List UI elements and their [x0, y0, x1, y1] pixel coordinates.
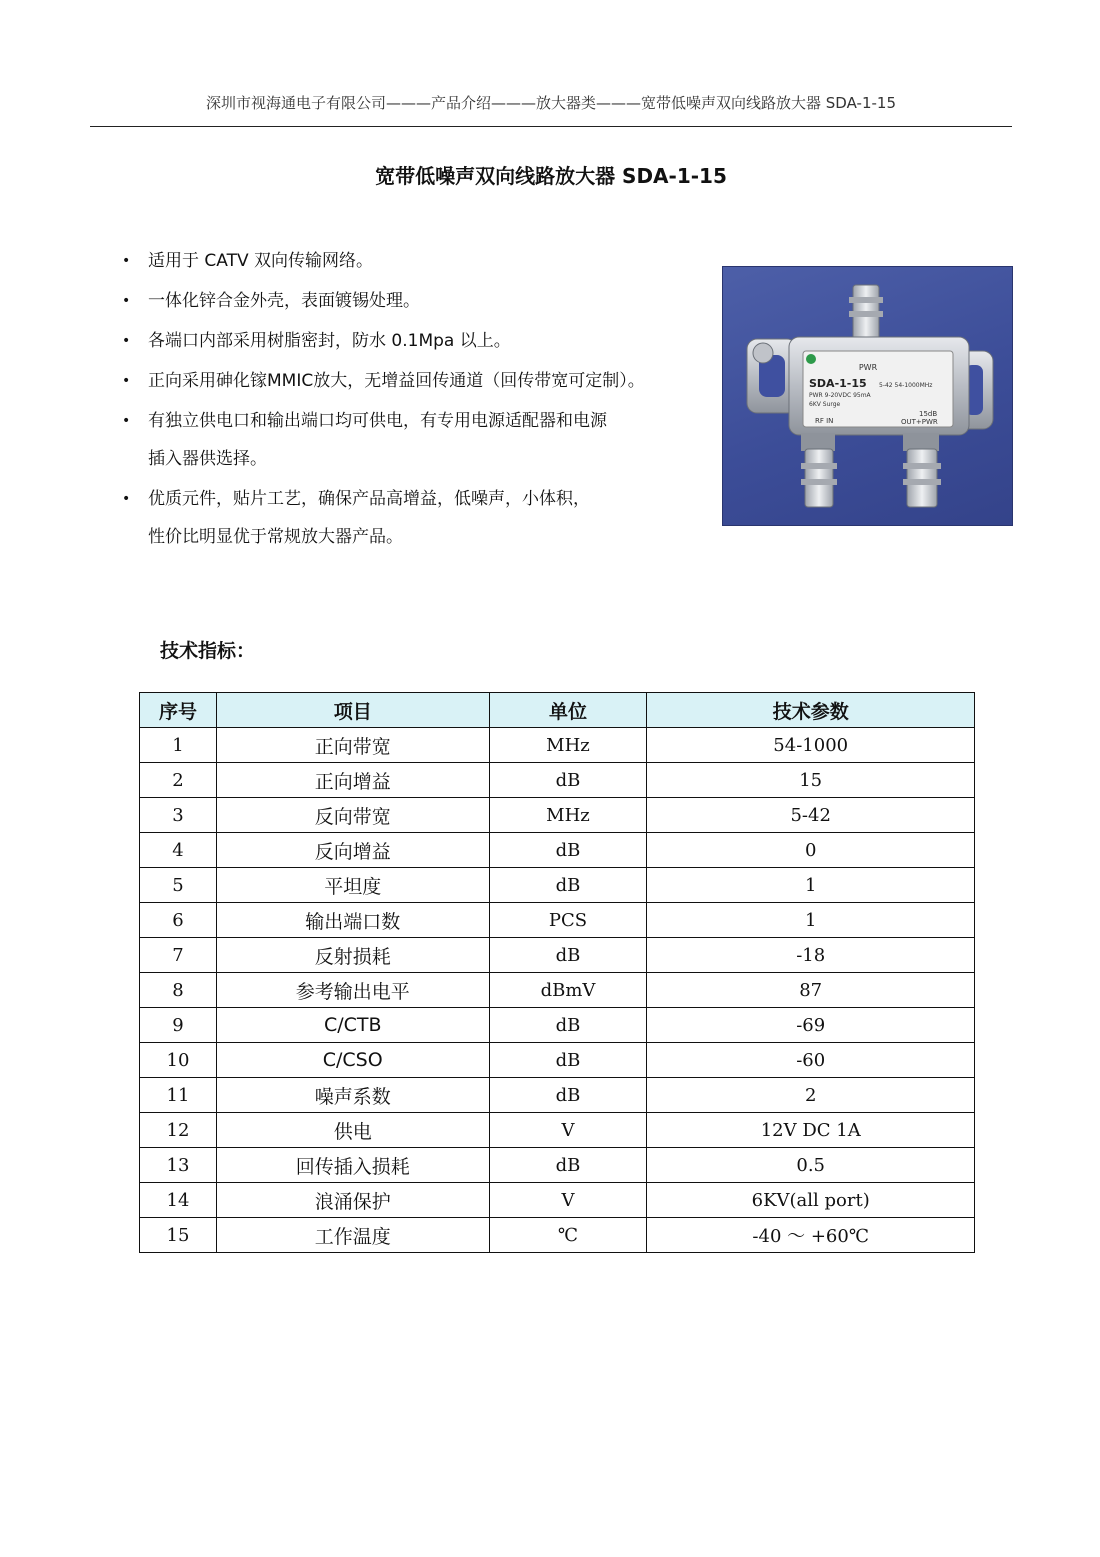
- item-cell: 噪声系数: [216, 1078, 489, 1113]
- photo-label-rf-in: RF IN: [815, 417, 834, 425]
- value-cell: 5-42: [647, 798, 975, 833]
- header-divider: [90, 126, 1012, 127]
- table-row: [140, 798, 975, 833]
- photo-label-model: SDA-1-15: [809, 377, 867, 390]
- item-cell: C/CSO: [216, 1043, 489, 1078]
- feature-item: • 适用于 CATV 双向传输网络。: [122, 242, 702, 280]
- index-cell: 6: [140, 903, 217, 938]
- product-photo: [722, 266, 1013, 526]
- unit-cell: dB: [489, 1043, 647, 1078]
- unit-cell: dB: [489, 1148, 647, 1183]
- item-cell: 回传插入损耗: [216, 1148, 489, 1183]
- unit-cell: dB: [489, 763, 647, 798]
- value-cell: 6KV(all port): [647, 1183, 975, 1218]
- item-cell: 正向带宽: [216, 728, 489, 763]
- table-row: [140, 763, 975, 798]
- unit-cell: MHz: [489, 728, 647, 763]
- index-cell: 12: [140, 1113, 217, 1148]
- value-cell: 12V DC 1A: [647, 1113, 975, 1148]
- item-cell: 工作温度: [216, 1218, 489, 1253]
- unit-cell: dB: [489, 833, 647, 868]
- table-row: [140, 938, 975, 973]
- item-cell: 反射损耗: [216, 938, 489, 973]
- item-cell: C/CTB: [216, 1008, 489, 1043]
- index-cell: 11: [140, 1078, 217, 1113]
- feature-item: • 一体化锌合金外壳，表面镀锡处理。: [122, 282, 702, 320]
- item-cell: 正向增益: [216, 763, 489, 798]
- index-cell: 14: [140, 1183, 217, 1218]
- feature-list: [122, 242, 702, 558]
- bullet-icon: •: [122, 293, 131, 309]
- value-cell: 2: [647, 1078, 975, 1113]
- amplifier-illustration: [723, 267, 1012, 525]
- table-row: [140, 973, 975, 1008]
- index-cell: 13: [140, 1148, 217, 1183]
- value-cell: 87: [647, 973, 975, 1008]
- unit-cell: PCS: [489, 903, 647, 938]
- index-cell: 9: [140, 1008, 217, 1043]
- bullet-icon: •: [122, 333, 131, 349]
- photo-label-pwr: PWR: [858, 363, 878, 372]
- spec-table-body: [140, 728, 975, 1253]
- index-cell: 15: [140, 1218, 217, 1253]
- table-row: [140, 833, 975, 868]
- unit-cell: dB: [489, 938, 647, 973]
- unit-cell: ℃: [489, 1218, 647, 1253]
- table-row: [140, 1008, 975, 1043]
- bullet-icon: •: [122, 373, 131, 389]
- header-cell: 单位: [489, 693, 647, 728]
- value-cell: -69: [647, 1008, 975, 1043]
- item-cell: 反向增益: [216, 833, 489, 868]
- item-cell: 参考输出电平: [216, 973, 489, 1008]
- table-row: [140, 1148, 975, 1183]
- unit-cell: dB: [489, 868, 647, 903]
- header-cell: 序号: [140, 693, 217, 728]
- item-cell: 浪涌保护: [216, 1183, 489, 1218]
- bullet-icon: •: [122, 491, 131, 507]
- table-row: [140, 1043, 975, 1078]
- spec-heading: 技术指标：: [160, 640, 256, 662]
- index-cell: 8: [140, 973, 217, 1008]
- photo-label-gain: 15dB: [919, 410, 938, 418]
- item-cell: 反向带宽: [216, 798, 489, 833]
- value-cell: 0: [647, 833, 975, 868]
- index-cell: 1: [140, 728, 217, 763]
- photo-label-bands: 5-42 54-1000MHz: [879, 382, 933, 389]
- index-cell: 10: [140, 1043, 217, 1078]
- photo-label-out: OUT+PWR: [901, 418, 938, 426]
- bullet-icon: •: [122, 413, 131, 429]
- photo-label-surge: 6KV Surge: [809, 401, 841, 408]
- value-cell: -40 ～ +60℃: [647, 1218, 975, 1253]
- table-row: [140, 1078, 975, 1113]
- value-cell: 1: [647, 903, 975, 938]
- header-cell: 技术参数: [647, 693, 975, 728]
- unit-cell: V: [489, 1113, 647, 1148]
- document-title: 宽带低噪声双向线路放大器 SDA-1-15: [375, 164, 727, 188]
- header-cell: 项目: [216, 693, 489, 728]
- unit-cell: dB: [489, 1008, 647, 1043]
- value-cell: -18: [647, 938, 975, 973]
- table-row: [140, 1183, 975, 1218]
- item-cell: 平坦度: [216, 868, 489, 903]
- table-row: [140, 903, 975, 938]
- feature-item: • 各端口内部采用树脂密封，防水 0.1Mpa 以上。: [122, 322, 702, 360]
- unit-cell: MHz: [489, 798, 647, 833]
- photo-label-power: PWR 9-20VDC 95mA: [809, 392, 871, 399]
- item-cell: 输出端口数: [216, 903, 489, 938]
- unit-cell: dBmV: [489, 973, 647, 1008]
- bullet-icon: •: [122, 253, 131, 269]
- feature-item: • 有独立供电口和输出端口均可供电，有专用电源适配器和电源 插入器供选择。: [122, 402, 702, 478]
- index-cell: 3: [140, 798, 217, 833]
- feature-item: • 正向采用砷化镓MMIC放大，无增益回传通道（回传带宽可定制）。: [122, 362, 702, 400]
- spec-table: [139, 692, 975, 1253]
- value-cell: 0.5: [647, 1148, 975, 1183]
- table-row: [140, 1113, 975, 1148]
- table-row: [140, 728, 975, 763]
- unit-cell: V: [489, 1183, 647, 1218]
- value-cell: 54-1000: [647, 728, 975, 763]
- value-cell: -60: [647, 1043, 975, 1078]
- unit-cell: dB: [489, 1078, 647, 1113]
- index-cell: 5: [140, 868, 217, 903]
- value-cell: 15: [647, 763, 975, 798]
- table-header-row: [140, 693, 975, 728]
- table-row: [140, 868, 975, 903]
- page-header: 深圳市视海通电子有限公司———产品介绍———放大器类———宽带低噪声双向线路放大器 SDA-1-15: [206, 94, 896, 112]
- item-cell: 供电: [216, 1113, 489, 1148]
- index-cell: 7: [140, 938, 217, 973]
- value-cell: 1: [647, 868, 975, 903]
- feature-item: • 优质元件，贴片工艺，确保产品高增益，低噪声，小体积， 性价比明显优于常规放大器产品。: [122, 480, 702, 556]
- index-cell: 4: [140, 833, 217, 868]
- table-row: [140, 1218, 975, 1253]
- index-cell: 2: [140, 763, 217, 798]
